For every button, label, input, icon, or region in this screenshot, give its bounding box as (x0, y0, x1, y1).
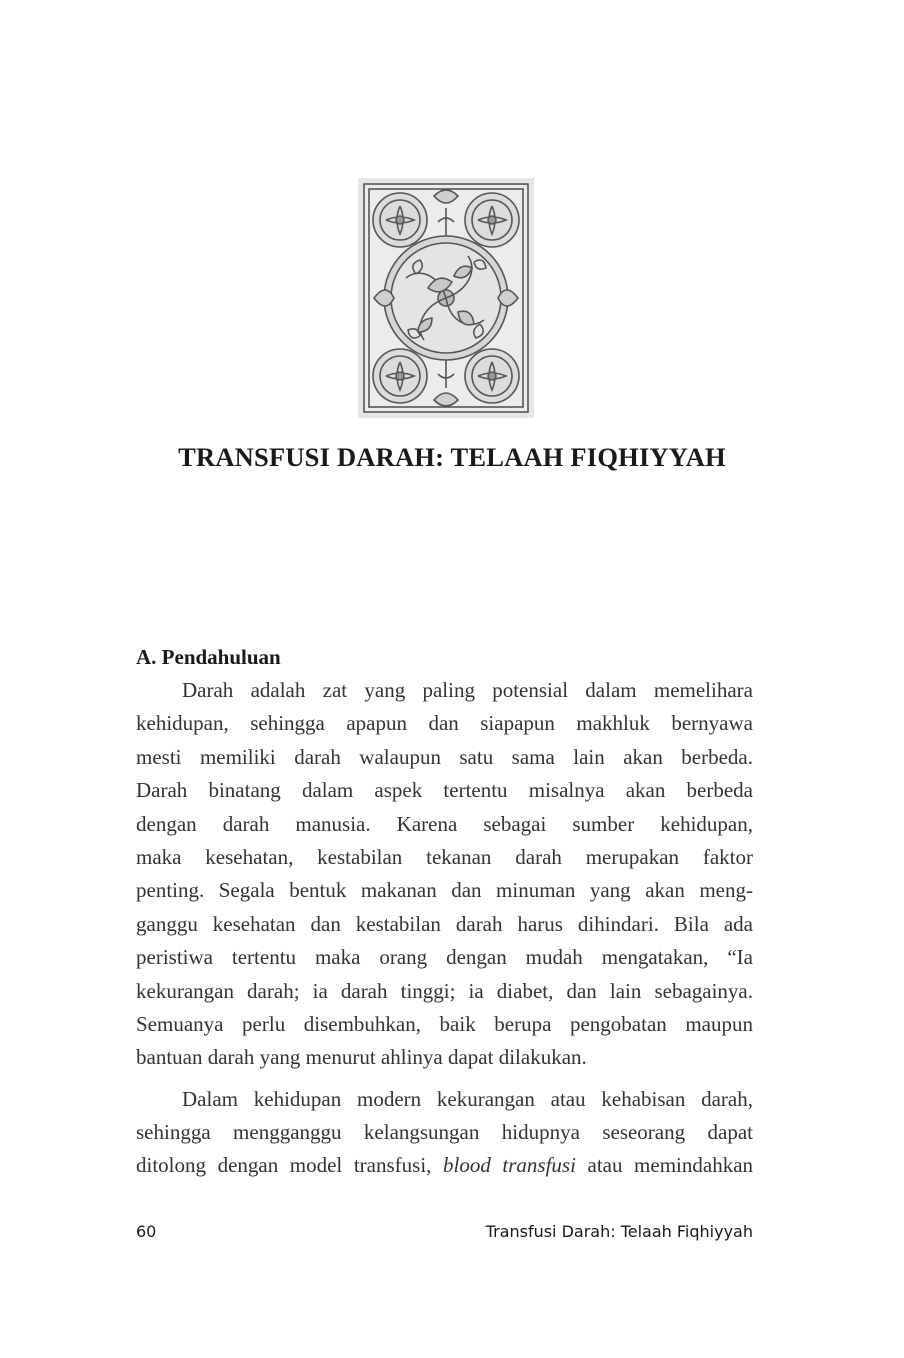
paragraph-line-mixed (136, 1149, 753, 1182)
line-text-after: atau memindahkan (587, 1153, 754, 1178)
paragraph-line: Darah adalah zat yang paling potensial dalam memelihara (182, 678, 753, 702)
section-heading: A. Pendahuluan (136, 645, 281, 669)
body-text (136, 674, 753, 1183)
paragraph-line: Dalam kehidupan modern kekurangan atau kehabisan darah, (182, 1086, 753, 1111)
page-number: 60 (136, 1222, 157, 1241)
paragraph-line: penting. Segala bentuk makanan dan minuman yang akan meng- (136, 878, 753, 903)
paragraph-line: kehidupan, sehingga apapun dan siapapun makhluk bernyawa (136, 711, 753, 736)
floral-arabesque-ornament-icon (358, 178, 534, 418)
paragraph-line: Semuanya perlu disembuhkan, baik berupa pengobatan maupun (136, 1011, 753, 1036)
paragraph-line: mesti memiliki darah walaupun satu sama lain akan berbeda. (136, 744, 753, 769)
paragraph-line: peristiwa tertentu maka orang dengan mudah mengatakan, “Ia (136, 945, 753, 970)
paragraph-line: kekurangan darah; ia darah tinggi; ia diabet, dan lain sebagainya. (136, 978, 753, 1003)
chapter-title: TRANSFUSI DARAH: TELAAH FIQHIYYAH (178, 442, 726, 472)
line-text-before: ditolong dengan model transfusi, (136, 1153, 432, 1178)
paragraph-line: maka kesehatan, kestabilan tekanan darah merupakan faktor (136, 844, 753, 869)
running-title: Transfusi Darah: Telaah Fiqhiyyah (485, 1222, 753, 1241)
paragraph-line: bantuan darah yang menurut ahlinya dapat dilakukan. (136, 1045, 587, 1070)
paragraph-line: ganggu kesehatan dan kestabilan darah harus dihindari. Bila ada (136, 911, 753, 936)
italic-term: blood transfusi (443, 1153, 576, 1178)
paragraph-line: Darah binatang dalam aspek tertentu misalnya akan berbeda (136, 778, 753, 803)
paragraph-line: sehingga mengganggu kelangsungan hidupnya seseorang dapat (136, 1120, 753, 1145)
paragraph-line: dengan darah manusia. Karena sebagai sumber kehidupan, (136, 811, 753, 836)
